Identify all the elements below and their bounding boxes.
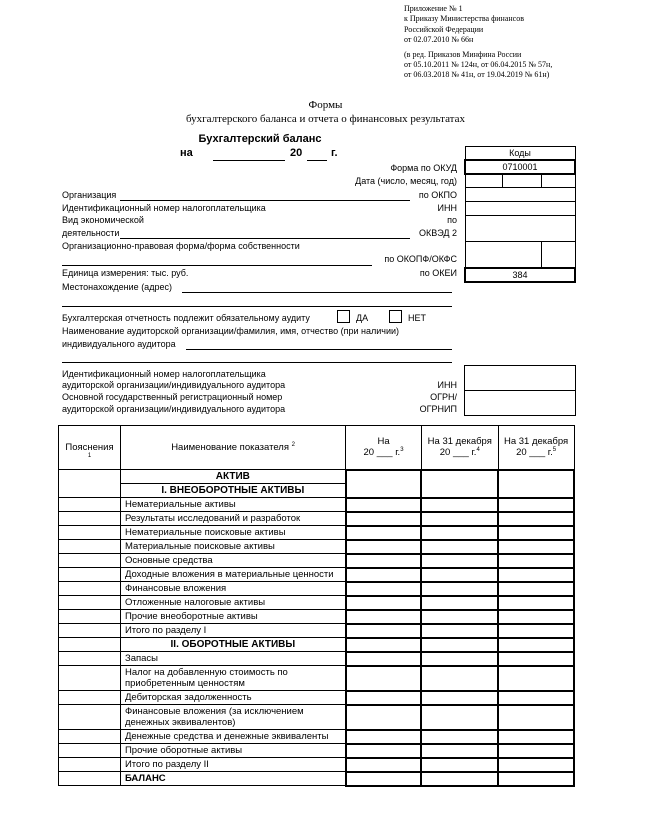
value-cell[interactable] bbox=[421, 744, 498, 758]
value-cell[interactable] bbox=[498, 554, 574, 568]
date-field[interactable] bbox=[213, 160, 285, 161]
notes-cell[interactable] bbox=[59, 610, 121, 624]
value-cell[interactable] bbox=[498, 610, 574, 624]
indicator-name: Доходные вложения в материальные ценности bbox=[120, 568, 345, 582]
col5-year: 20 bbox=[516, 447, 527, 459]
indicator-name: Итого по разделу I bbox=[120, 624, 345, 638]
indicator-name: Прочие внеоборотные активы bbox=[120, 610, 345, 624]
value-cell[interactable] bbox=[498, 498, 574, 512]
date-month-cell[interactable] bbox=[502, 174, 541, 188]
value-cell[interactable] bbox=[346, 691, 422, 705]
notes-cell[interactable] bbox=[59, 540, 121, 554]
ogrn-label-2: аудиторской организации/индивидуального аудитора bbox=[62, 404, 286, 414]
value-cell[interactable] bbox=[421, 526, 498, 540]
appendix-line: Приложение № 1 bbox=[404, 4, 463, 13]
forms-heading: Формы bbox=[308, 99, 343, 111]
footnote-mark: 5 bbox=[552, 447, 557, 454]
unit-label: Единица измерения: тыс. руб. bbox=[62, 268, 189, 278]
col-date5-header: На 31 декабря 20 ___ г.$^5$ bbox=[498, 426, 574, 470]
year-label: 20 bbox=[290, 147, 303, 159]
value-cell[interactable] bbox=[498, 705, 574, 730]
table-row bbox=[59, 554, 575, 568]
edits-line: (в ред. Приказов Минфина России bbox=[404, 49, 522, 59]
date-day-cell[interactable] bbox=[465, 174, 502, 188]
value-cell[interactable] bbox=[421, 666, 498, 691]
edits-line: от 05.10.2011 № 124н, от 06.04.2015 № 57н, bbox=[404, 60, 553, 70]
value-cell[interactable] bbox=[421, 568, 498, 582]
col5-top: На 31 декабря bbox=[503, 436, 569, 448]
forms-subheading: бухгалтерского баланса и отчета о финансовых результатах bbox=[185, 113, 465, 125]
notes-cell[interactable] bbox=[59, 691, 121, 705]
value-cell[interactable] bbox=[421, 772, 498, 786]
value-cell[interactable] bbox=[498, 540, 574, 554]
order-line: к Приказу Министерства финансов bbox=[404, 14, 524, 24]
indicator-name: Нематериальные активы bbox=[120, 498, 345, 512]
value-cell[interactable] bbox=[346, 666, 422, 691]
value-cell[interactable] bbox=[346, 498, 422, 512]
ogrn-code-label: ОГРН/ bbox=[430, 392, 457, 402]
value-cell[interactable] bbox=[498, 596, 574, 610]
value-cell[interactable] bbox=[498, 652, 574, 666]
auditor-inn-label-2: аудиторской организации/индивидуального аудитора bbox=[62, 380, 286, 390]
col5-g: г. bbox=[547, 447, 553, 459]
location-label: Местонахождение (адрес) bbox=[62, 282, 172, 292]
codes-header: Коды bbox=[465, 147, 575, 161]
ogrn-label-1: Основной государственный регистрационный номер bbox=[62, 392, 283, 402]
notes-cell[interactable] bbox=[59, 652, 121, 666]
table-row bbox=[59, 772, 575, 786]
year-field[interactable] bbox=[307, 160, 327, 161]
value-cell[interactable] bbox=[421, 610, 498, 624]
value-cell[interactable] bbox=[346, 554, 422, 568]
on-label: на bbox=[180, 147, 193, 159]
value-cell[interactable] bbox=[498, 772, 574, 786]
assets-heading: АКТИВ bbox=[120, 470, 345, 484]
table-row bbox=[59, 568, 575, 582]
indicator-name: Денежные средства и денежные эквиваленты bbox=[120, 730, 345, 744]
okei-label: по ОКЕИ bbox=[419, 268, 457, 278]
okved-label: ОКВЭД 2 bbox=[418, 228, 457, 238]
table-row bbox=[59, 730, 575, 744]
value-cell[interactable] bbox=[421, 554, 498, 568]
col-date4-header: На 31 декабря 20 ___ г.$^4$ bbox=[421, 426, 498, 470]
value-cell[interactable] bbox=[498, 526, 574, 540]
indicator-name: Финансовые вложения bbox=[120, 582, 345, 596]
value-cell[interactable] bbox=[346, 540, 422, 554]
legal-form-field[interactable] bbox=[62, 265, 372, 266]
page-title: Бухгалтерский баланс bbox=[198, 133, 322, 145]
notes-cell[interactable] bbox=[59, 498, 121, 512]
date-label: Дата (число, месяц, год) bbox=[355, 176, 457, 186]
value-cell[interactable] bbox=[498, 638, 574, 652]
value-cell[interactable] bbox=[421, 512, 498, 526]
audit-question: Бухгалтерская отчетность подлежит обязательному аудиту bbox=[62, 313, 310, 323]
table-row bbox=[59, 624, 575, 638]
okud-code[interactable]: 0710001 bbox=[465, 160, 575, 174]
table-row bbox=[59, 652, 575, 666]
activity-label-1: Вид экономической bbox=[62, 215, 144, 225]
legal-form-label: Организационно-правовая форма/форма собственности bbox=[62, 241, 300, 251]
footnote-mark: 4 bbox=[476, 447, 480, 454]
footnote-mark: 1 bbox=[87, 453, 92, 459]
notes-cell[interactable] bbox=[59, 758, 121, 772]
value-cell[interactable] bbox=[421, 691, 498, 705]
value-cell[interactable] bbox=[346, 596, 422, 610]
balance-table bbox=[58, 425, 575, 787]
indicator-name: Дебиторская задолженность bbox=[120, 691, 345, 705]
col-notes-header bbox=[59, 426, 121, 470]
inn-cell[interactable] bbox=[465, 202, 575, 216]
value-cell[interactable] bbox=[498, 512, 574, 526]
table-row bbox=[59, 758, 575, 772]
value-cell[interactable] bbox=[421, 540, 498, 554]
value-cell[interactable] bbox=[346, 582, 422, 596]
value-cell[interactable] bbox=[421, 638, 498, 652]
date-year-cell[interactable] bbox=[541, 174, 575, 188]
table-row bbox=[59, 498, 575, 512]
value-cell[interactable] bbox=[346, 512, 422, 526]
value-cell[interactable] bbox=[421, 596, 498, 610]
auditor-name-label-1: Наименование аудиторской организации/фамилия, имя, отчество (при наличии) bbox=[62, 326, 400, 336]
notes-cell[interactable] bbox=[59, 512, 121, 526]
value-cell[interactable] bbox=[346, 568, 422, 582]
org-label: Организация bbox=[62, 190, 117, 200]
g-label: г. bbox=[331, 147, 338, 159]
footnote-mark: 2 bbox=[291, 441, 295, 448]
notes-cell[interactable] bbox=[59, 744, 121, 758]
col4-g: г. bbox=[471, 447, 477, 459]
notes-cell[interactable] bbox=[59, 705, 121, 730]
indicator-name: Основные средства bbox=[120, 554, 345, 568]
okei-code[interactable]: 384 bbox=[465, 268, 575, 282]
indicator-name: Нематериальные поисковые активы bbox=[120, 526, 345, 540]
col-date3-header: На 20 ___ г.$^3$ bbox=[346, 426, 422, 470]
ogrn-box[interactable] bbox=[464, 390, 576, 416]
location-field[interactable] bbox=[182, 292, 452, 293]
notes-cell[interactable] bbox=[59, 730, 121, 744]
section-1-heading: I. ВНЕОБОРОТНЫЕ АКТИВЫ bbox=[120, 484, 345, 498]
audit-no-checkbox[interactable] bbox=[389, 310, 402, 323]
col3-g: г. bbox=[395, 447, 401, 459]
value-cell[interactable] bbox=[498, 730, 574, 744]
col-name-label: Наименование показателя bbox=[171, 442, 289, 454]
order-date-line: от 02.07.2010 № 66н bbox=[404, 35, 474, 45]
notes-cell[interactable] bbox=[59, 526, 121, 540]
auditor-name-label-2: индивидуального аудитора bbox=[62, 339, 176, 349]
notes-cell[interactable] bbox=[59, 470, 121, 498]
indicator-name: БАЛАНС bbox=[120, 772, 345, 786]
auditor-inn-code-label: ИНН bbox=[437, 380, 457, 390]
footnote-mark: 3 bbox=[400, 447, 404, 454]
order-reference bbox=[404, 4, 552, 81]
value-cell[interactable] bbox=[421, 470, 498, 498]
inn-taxpayer-label: Идентификационный номер налогоплательщика bbox=[62, 203, 266, 213]
value-cell[interactable] bbox=[498, 624, 574, 638]
value-cell[interactable] bbox=[346, 730, 422, 744]
notes-cell[interactable] bbox=[59, 624, 121, 638]
indicator-name: Результаты исследований и разработок bbox=[120, 512, 345, 526]
value-cell[interactable] bbox=[346, 705, 422, 730]
value-cell[interactable] bbox=[346, 526, 422, 540]
table-row bbox=[59, 666, 575, 691]
yes-label: ДА bbox=[356, 313, 369, 323]
okfs-cell[interactable] bbox=[541, 242, 575, 269]
value-cell[interactable] bbox=[346, 652, 422, 666]
no-label: НЕТ bbox=[408, 313, 426, 323]
col3-top: На bbox=[377, 436, 390, 448]
notes-cell[interactable] bbox=[59, 666, 121, 691]
value-cell[interactable] bbox=[421, 730, 498, 744]
notes-cell[interactable] bbox=[59, 568, 121, 582]
value-cell[interactable] bbox=[346, 638, 422, 652]
table-row bbox=[59, 512, 575, 526]
indicator-name: Запасы bbox=[120, 652, 345, 666]
inn-label: ИНН bbox=[437, 203, 457, 213]
auditor-name-field[interactable] bbox=[186, 349, 452, 350]
table-row bbox=[59, 596, 575, 610]
balance-date-row bbox=[180, 147, 193, 159]
value-cell[interactable] bbox=[346, 758, 422, 772]
ogrnip-code-label: ОГРНИП bbox=[419, 404, 457, 414]
table-row bbox=[59, 744, 575, 758]
audit-yes-checkbox[interactable] bbox=[337, 310, 350, 323]
value-cell[interactable] bbox=[498, 758, 574, 772]
notes-cell[interactable] bbox=[59, 638, 121, 652]
value-cell[interactable] bbox=[346, 744, 422, 758]
col4-top: На 31 декабря bbox=[427, 436, 492, 448]
value-cell[interactable] bbox=[498, 744, 574, 758]
table-row bbox=[59, 540, 575, 554]
indicator-name: Материальные поисковые активы bbox=[120, 540, 345, 554]
section-2-heading: II. ОБОРОТНЫЕ АКТИВЫ bbox=[120, 638, 345, 652]
table-row bbox=[59, 705, 575, 730]
table-row bbox=[59, 691, 575, 705]
notes-cell[interactable] bbox=[59, 596, 121, 610]
org-field[interactable] bbox=[120, 200, 410, 201]
col3-year: 20 bbox=[363, 447, 375, 459]
indicator-name: Налог на добавленную стоимость по приобретенным ценностям bbox=[120, 666, 345, 691]
po-label: по bbox=[447, 215, 457, 225]
value-cell[interactable] bbox=[421, 652, 498, 666]
table-row bbox=[59, 610, 575, 624]
value-cell[interactable] bbox=[421, 582, 498, 596]
ministry-line: Российской Федерации bbox=[404, 24, 484, 34]
codes-table bbox=[464, 146, 576, 283]
okopf-cell[interactable] bbox=[465, 242, 541, 269]
col-name-header bbox=[120, 426, 345, 470]
value-cell[interactable] bbox=[498, 666, 574, 691]
okpo-label: по ОКПО bbox=[418, 190, 457, 200]
value-cell[interactable] bbox=[346, 624, 422, 638]
auditor-inn-label-1: Идентификационный номер налогоплательщика bbox=[62, 369, 266, 379]
okved-cell[interactable] bbox=[465, 216, 575, 242]
col4-year: 20 bbox=[439, 447, 451, 459]
value-cell[interactable] bbox=[498, 568, 574, 582]
value-cell[interactable] bbox=[346, 470, 422, 498]
indicator-name: Финансовые вложения (за исключением денежных эквивалентов) bbox=[120, 705, 345, 730]
okud-label: Форма по ОКУД bbox=[390, 163, 457, 173]
activity-field[interactable] bbox=[120, 238, 410, 239]
activity-label-2: деятельности bbox=[62, 228, 120, 238]
value-cell[interactable] bbox=[421, 705, 498, 730]
auditor-name-field-2[interactable] bbox=[62, 362, 452, 363]
indicator-name: Прочие оборотные активы bbox=[120, 744, 345, 758]
indicator-name: Итого по разделу II bbox=[120, 758, 345, 772]
value-cell[interactable] bbox=[346, 772, 422, 786]
notes-cell[interactable] bbox=[59, 772, 121, 786]
okpo-cell[interactable] bbox=[465, 188, 575, 202]
edits-line: от 06.03.2018 № 41н, от 19.04.2019 № 61н) bbox=[404, 70, 550, 80]
table-row bbox=[59, 526, 575, 540]
value-cell[interactable] bbox=[498, 691, 574, 705]
notes-cell[interactable] bbox=[59, 554, 121, 568]
value-cell[interactable] bbox=[498, 470, 574, 498]
col-notes-label: Пояснения bbox=[65, 442, 114, 453]
okopf-label: по ОКОПФ/ОКФС bbox=[384, 254, 457, 264]
location-field-2[interactable] bbox=[62, 306, 452, 307]
forms-title bbox=[0, 98, 651, 126]
table-row bbox=[59, 582, 575, 596]
value-cell[interactable] bbox=[498, 582, 574, 596]
value-cell[interactable] bbox=[421, 498, 498, 512]
value-cell[interactable] bbox=[421, 624, 498, 638]
value-cell[interactable] bbox=[421, 758, 498, 772]
notes-cell[interactable] bbox=[59, 582, 121, 596]
indicator-name: Отложенные налоговые активы bbox=[120, 596, 345, 610]
auditor-inn-box[interactable] bbox=[464, 365, 576, 391]
value-cell[interactable] bbox=[346, 610, 422, 624]
